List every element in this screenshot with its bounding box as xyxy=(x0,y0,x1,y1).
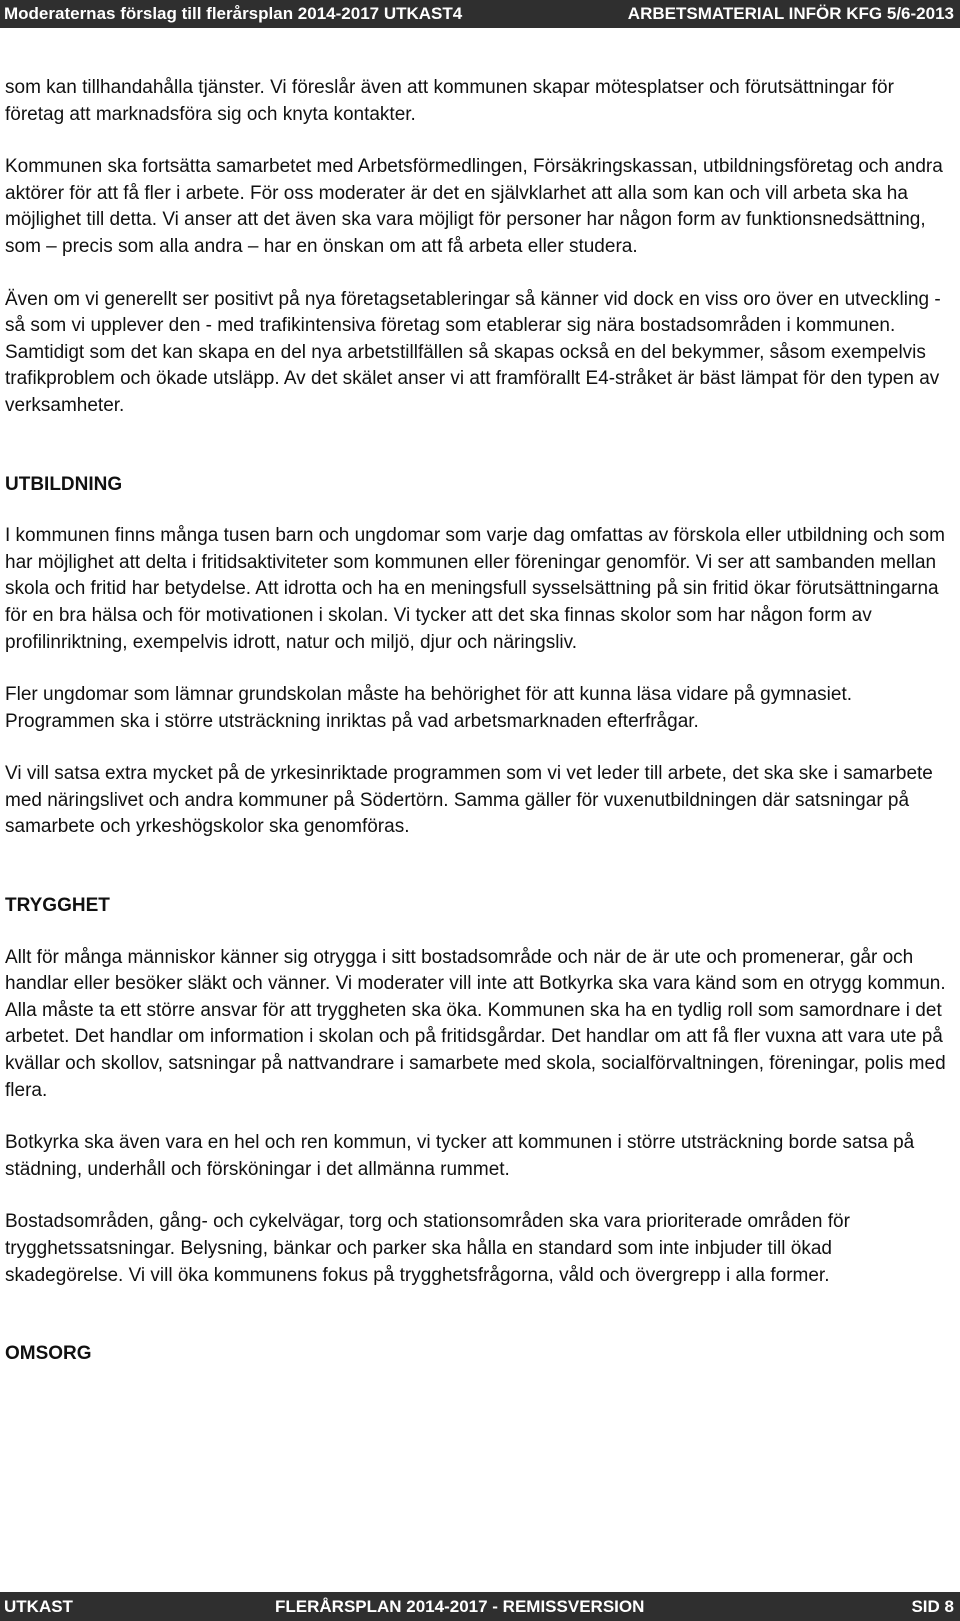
page-header xyxy=(0,0,960,28)
paragraph: Kommunen ska fortsätta samarbetet med Arbetsförmedlingen, Försäkringskassan, utbildningsföretag och andra aktörer för att få fler i arbete. För oss moderater är det en självklarhet att alla som kan och vill arbeta ska ha möjlighet till detta. Vi anser att det även ska vara möjligt för personer har någon form av funktionsnedsättning, som – precis som alla andra – har en önskan om att få arbeta eller studera. xyxy=(5,156,943,257)
section-heading-trygghet: TRYGGHET xyxy=(5,895,110,917)
paragraph: Allt för många människor känner sig otrygga i sitt bostadsområde och när de är ute och promenerar, går och handlar eller besöker släkt och vänner. Vi moderater vill inte att Botkyrka ska vara känd som en otrygg kommun. Alla måste ta ett större ansvar för att tryggheten ska öka. Kommunen ska ha en tydlig roll som samordnare i det arbetet. Det handlar om information i skolan och på fritidsgårdar. Det handlar om att få fler vuxna att vara ute på kvällar och skollov, satsningar på nattvandrare i samarbete med skola, socialförvaltningen, föreningar, polis med flera. xyxy=(5,946,946,1101)
paragraph: Bostadsområden, gång- och cykelvägar, torg och stationsområden ska vara prioriterade områden för trygghetssatsningar. Belysning, bänkar och parker ska hålla en standard som inte inbjuder till ökad skadegörelse. Vi vill öka kommunens fokus på trygghetsfrågorna, våld och övergrepp i alla former. xyxy=(5,1211,850,1286)
section-spacer xyxy=(5,1315,955,1341)
paragraph: Vi vill satsa extra mycket på de yrkesinriktade programmen som vi vet leder till arbete, det ska ske i samarbete med näringslivet och andra kommuner på Södertörn. Samma gäller för vuxenutbildningen där satsningar på samarbete och yrkeshögskolor ska genomföras. xyxy=(5,763,933,838)
footer-page-number: SID 8 xyxy=(911,1597,954,1616)
header-status: ARBETSMATERIAL INFÖR KFG 5/6-2013 xyxy=(627,4,954,23)
section-spacer xyxy=(5,446,955,472)
paragraph: I kommunen finns många tusen barn och ungdomar som varje dag omfattas av förskola eller utbildning och som har möjlighet att delta i fritidsaktiviteter som kommunen eller föreningar genomför. Vi ser att sambanden mellan skola och fritid har betydelse. Att idrotta och ha en meningsfull sysselsättning på sin fritid ökar förutsättningarna för en bra hälsa och för motivationen i skolan. Vi tycker att det ska finnas skolor som har någon form av profilinriktning, exempelvis idrott, natur och miljö, djur och näringsliv. xyxy=(5,525,945,653)
page-footer xyxy=(0,1592,960,1621)
paragraph: Även om vi generellt ser positivt på nya företagsetableringar så känner vid dock en viss oro över en utveckling - så som vi upplever den - med trafikintensiva företag som etablerar sig nära bostadsområden i kommunen. Samtidigt som det kan skapa en del nya arbetstillfällen så skapas också en del bekymmer, såsom exempelvis trafikproblem och ökade utsläpp. Av det skälet anser vi att framförallt E4-stråket är bäst lämpat för den typen av verksamheter. xyxy=(5,288,941,416)
section-spacer xyxy=(5,867,955,893)
paragraph: Fler ungdomar som lämnar grundskolan måste ha behörighet för att kunna läsa vidare på gymnasiet. Programmen ska i större utsträckning inriktas på vad arbetsmarknaden efterfrågar. xyxy=(5,684,853,732)
section-heading-utbildning: UTBILDNING xyxy=(5,473,123,495)
document-body xyxy=(5,75,955,1368)
footer-draft-label: UTKAST xyxy=(4,1597,73,1616)
section-heading-omsorg: OMSORG xyxy=(5,1343,92,1365)
footer-document-title: FLERÅRSPLAN 2014-2017 - REMISSVERSION xyxy=(275,1597,645,1616)
paragraph: som kan tillhandahålla tjänster. Vi föreslår även att kommunen skapar mötesplatser och förutsättningar för företag att marknadsföra sig och knyta kontakter. xyxy=(5,77,894,125)
paragraph: Botkyrka ska även vara en hel och ren kommun, vi tycker att kommunen i större utsträckning borde satsa på städning, underhåll och försköningar i det allmänna rummet. xyxy=(5,1132,915,1180)
heading-gap xyxy=(5,498,955,523)
header-title: Moderaternas förslag till flerårsplan 2014-2017 UTKAST4 xyxy=(4,4,463,23)
heading-gap xyxy=(5,920,955,945)
